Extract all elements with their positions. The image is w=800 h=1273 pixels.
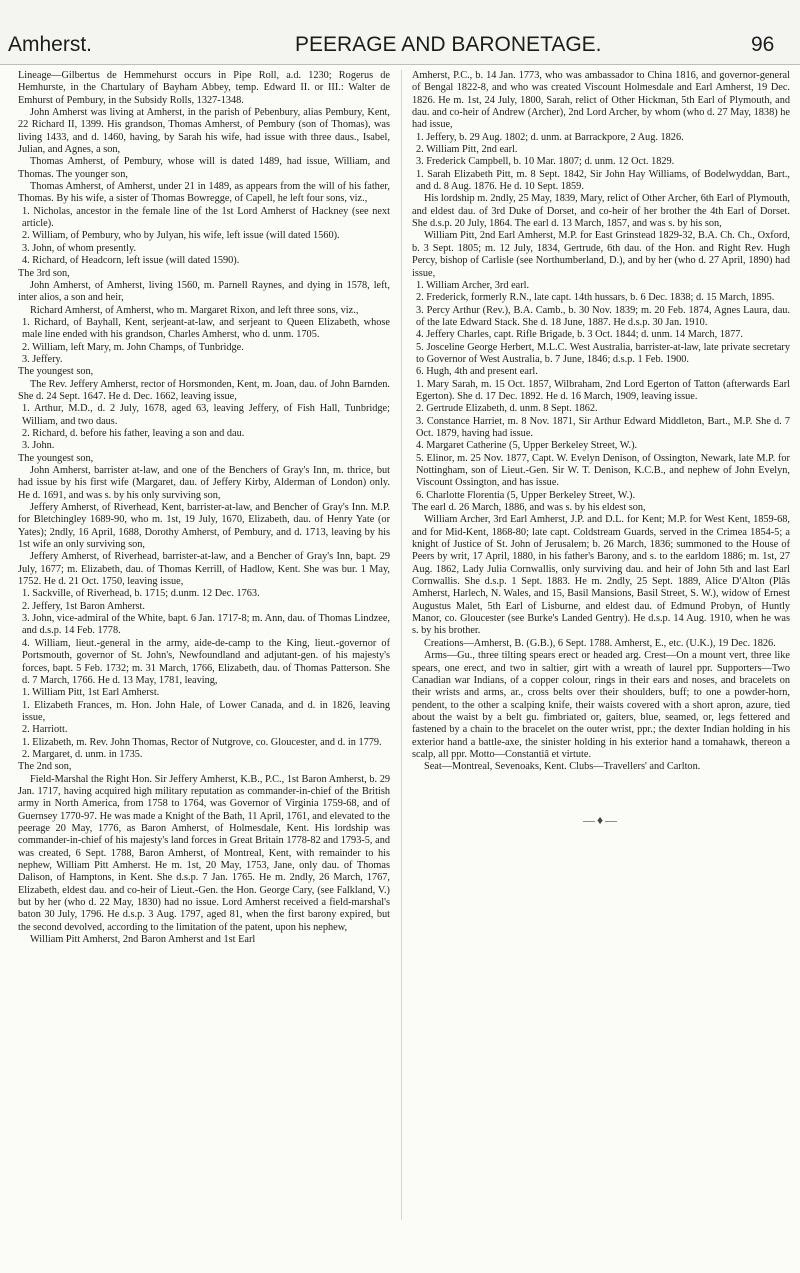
- paragraph: The 2nd son,: [18, 761, 72, 773]
- list-item: 2. William Pitt, 2nd earl.: [416, 144, 518, 156]
- list-item: 1. Sarah Elizabeth Pitt, m. 8 Sept. 1842, Sir John Hay Williams, of Bodelwyddan, Bart., and d. 8 Aug. 1876. He d. 10 Sept. 1859.: [416, 168, 790, 193]
- list-item: 2. Gertrude Elizabeth, d. unm. 8 Sept. 1862.: [416, 403, 598, 415]
- list-item: 3. Percy Arthur (Rev.), B.A. Camb., b. 30 Nov. 1839; m. 20 Feb. 1874, Agnes Laura, dau. of the late Edward Stack. She d. 18 June, 1887. He d.s.p. 30 Jan. 1910.: [416, 304, 790, 328]
- paragraph: Field-Marshal the Right Hon. Sir Jeffery Amherst, K.B., P.C., 1st Baron Amherst, b. 29 Jan. 1717, having acquired high military reputation as commander-in-chief of the British army in North America, from 1758 to 1764, was Governor of Virginia 1759-68, and of Guernsey 1770-97. He was made a Knight of the Bath, 11 April, 1761, and elevated to the peerage 20 May, 1776, as Baron Amherst, of Holmesdale, Kent. His lordship was commander-in-chief of his majesty's land forces in Great Britain 1778-82 and 1793-5, and was created, 6 Sept. 1788, Baron Amherst, of Montreal, Kent, with remainder to his nephew, William Pitt Amherst. He m. 1st, 20 May, 1753, Jane, only dau. of Thomas Dalison, of Hamptons, in Kent. She d.s.p. 7 Jan. 1765. He m. 2ndly, 26 March, 1767, Elizabeth, eldest dau. and co-heir of Lieut.-Gen. the Hon. George Cary, (see Falkland, V.) but by her (who d. 22 May, 1830) had no issue. Lord Amherst received a field-marshal's baton 30 July, 1796. He d.s.p. 3 Aug. 1797, aged 81, when the first barony expired, but the second devolved, according to the limitation of the patent, upon his nephew,: [18, 773, 390, 933]
- list-item: 1. Sackville, of Riverhead, b. 1715; d.unm. 12 Dec. 1763.: [22, 588, 260, 600]
- paragraph: His lordship m. 2ndly, 25 May, 1839, Mary, relict of Other Archer, 6th Earl of Plymouth, and eldest dau. of 3rd Duke of Dorset, and co-heir of her brother the 4th Earl of Dorset. She d.s.p. 20 July, 1864. The earl d. 13 March, 1857, and was s. by his son,: [412, 193, 790, 230]
- list-item: 5. Elinor, m. 25 Nov. 1877, Capt. W. Evelyn Denison, of Ossington, Newark, late M.P. for Nottingham, son of Lieut.-Gen. Sir W. T. Denison, K.C.B., and nephew of John Evelyn, Viscount Ossington, and has issue.: [416, 452, 790, 489]
- list-item: 3. John.: [22, 440, 55, 452]
- list-item: 6. Charlotte Florentia (5, Upper Berkeley Street, W.).: [416, 489, 636, 501]
- list-item: 4. Jeffery Charles, capt. Rifle Brigade, b. 3 Oct. 1844; d. unm. 14 March, 1877.: [416, 329, 743, 341]
- paragraph: The youngest son,: [18, 366, 94, 378]
- paragraph: Lineage—Gilbertus de Hemmehurst occurs in Pipe Roll, a.d. 1230; Rogerus de Hemhurste, in the Chartulary of Bayham Abbey, temp. Edward II. or III.: Walter de Emhurst of Pembury, in the Subsidy Rolls, 1327-1348.: [18, 70, 390, 106]
- paragraph: Richard Amherst, of Amherst, who m. Margaret Rixon, and left three sons, viz.,: [30, 304, 359, 316]
- list-item: 1. William Pitt, 1st Earl Amherst.: [22, 687, 160, 699]
- list-item: 3. John, vice-admiral of the White, bapt. 6 Jan. 1717-8; m. Ann, dau. of Thomas Lindzee, and d.s.p. 14 Feb. 1778.: [22, 613, 390, 637]
- list-item: 1. Richard, of Bayhall, Kent, serjeant-at-law, and serjeant to Queen Elizabeth, whose male line ended with his grandson, Charles Amherst, who d. unm. 1705.: [22, 316, 390, 341]
- list-item: 1. Elizabeth Frances, m. Hon. John Hale, of Lower Canada, and d. in 1826, leaving issue,: [22, 699, 390, 723]
- paragraph: John Amherst, barrister at-law, and one of the Benchers of Gray's Inn, m. thrice, but had issue by his first wife (Margaret, dau. of Jeffery Kirby, Alderman of London) only. He d. 1691, and was s. by his only surviving son,: [18, 465, 390, 501]
- paragraph: Amherst, P.C., b. 14 Jan. 1773, who was ambassador to China 1816, and governor-general of Bengal 1822-8, and who was created Viscount Holmesdale and Earl Amherst, 19 Dec. 1826. He m. 1st, 24 July, 1800, Sarah, relict of Other Hickman, 5th Earl of Plymouth, and dau. and co-heir of Andrew (Archer), 2nd Lord Archer, by whom (who d. 27 May, 1838) he had issue,: [412, 70, 790, 131]
- list-item: 2. Harriott.: [22, 724, 68, 736]
- paragraph: Seat—Montreal, Sevenoaks, Kent. Clubs—Travellers' and Carlton.: [424, 761, 701, 773]
- paragraph: Jeffery Amherst, of Riverhead, barrister-at-law, and a Bencher of Gray's Inn, bapt. 29 July, 1677; m. Elizabeth, dau. of Thomas Kerrill, of Hadlow, Kent. She was bur. 1 May, 1752. He d. 21 Oct. 1750, leaving issue,: [18, 551, 390, 588]
- list-item: 4. William, lieut.-general in the army, aide-de-camp to the King, lieut.-governor of Portsmouth, governor of St. John's, Newfoundland and adjutant-gen. of his majesty's forces, bapt. 5 Feb. 1732; m. 31 March, 1766, Elizabeth, dau. of Thomas Patterson. She d. 7 March, 1766. He d. 13 May, 1781, leaving,: [22, 637, 390, 686]
- list-item: 3. Jeffery.: [22, 353, 63, 365]
- list-item: 2. William, left Mary, m. John Champs, of Tunbridge.: [22, 341, 244, 353]
- paragraph: The 3rd son,: [18, 267, 70, 279]
- list-item: 6. Hugh, 4th and present earl.: [416, 366, 538, 378]
- list-item: 2. Frederick, formerly R.N., late capt. 14th hussars, b. 6 Dec. 1838; d. 15 March, 1895.: [416, 292, 775, 304]
- list-item: 1. Mary Sarah, m. 15 Oct. 1857, Wilbraham, 2nd Lord Egerton of Tatton (afterwards Earl Egerton). She d. 17 Dec. 1892. He d. 16 March, 1909, leaving issue.: [416, 378, 790, 402]
- page-number: 96: [751, 33, 775, 56]
- paragraph: Arms—Gu., three tilting spears erect or headed arg. Crest—On a mount vert, three like spears, one erect, and two in saltier, girt with a wreath of laurel ppr. Supporters—Two Canadian war Indians, of a copper colour, rings in their ears and noses, and bracelets on their wrists and arms, ar., cross belts over their shoulders, buff; to one a powder-horn, pendent, to the other a scalping knife, their waists covered with a short apron, azure, tied about the waist by a belt gu. fimbriated or, gaiters, blue, seamed, or, legs fettered and fastened by a chain to the bracelet on the outer wrist, ppr.; the dexter Indian holding in his exterior hand a battle-axe, the sinister holding in his exterior hand a tomahawk, thereon a scalp, all ppr. Motto—Constantiâ et virtute.: [412, 650, 790, 760]
- column-divider: [401, 70, 402, 1220]
- list-item: 1. Nicholas, ancestor in the female line of the 1st Lord Amherst of Hackney (see next article).: [22, 205, 390, 230]
- paragraph: Thomas Amherst, of Pembury, whose will is dated 1489, had issue, William, and Thomas. The younger son,: [18, 156, 390, 180]
- paragraph: John Amherst, of Amherst, living 1560, m. Parnell Raynes, and dying in 1578, left, inter alios, a son and heir,: [18, 279, 390, 304]
- paragraph: Creations—Amherst, B. (G.B.), 6 Sept. 1788. Amherst, E., etc. (U.K.), 19 Dec. 1826.: [424, 637, 776, 649]
- right-column: [412, 70, 790, 1266]
- list-item: 3. Constance Harriet, m. 8 Nov. 1871, Sir Arthur Edward Middleton, Bart., M.P. She d. 7 Oct. 1879, having had issue.: [416, 415, 790, 439]
- paragraph: Thomas Amherst, of Amherst, under 21 in 1489, as appears from the will of his father, Thomas. By his wife, a sister of Thomas Bowregge, of Capell, he left four sons, viz.,: [18, 181, 390, 205]
- paragraph: The Rev. Jeffery Amherst, rector of Horsmonden, Kent, m. Joan, dau. of John Barnden. She d. 24 Sept. 1647. He d. Dec. 1662, leaving issue,: [18, 378, 390, 402]
- paragraph: John Amherst was living at Amherst, in the parish of Pebenbury, alias Pembury, Kent, 22 Richard II, 1399. His grandson, Thomas Amherst, of Pembury (son of Thomas), was living 1433, and d. 1460, having, by Sarah his wife, had issue with three daus., Isabel, Julian, and Agnes, a son,: [18, 107, 390, 156]
- list-item: 1. Arthur, M.D., d. 2 July, 1678, aged 63, leaving Jeffery, of Fish Hall, Tunbridge; William, and two daus.: [22, 403, 390, 427]
- list-item: 3. Frederick Campbell, b. 10 Mar. 1807; d. unm. 12 Oct. 1829.: [416, 156, 675, 168]
- paragraph: The youngest son,: [18, 452, 94, 464]
- list-item: 2. Richard, d. before his father, leaving a son and dau.: [22, 427, 245, 439]
- left-column: [18, 70, 390, 1266]
- paragraph: Jeffery Amherst, of Riverhead, Kent, barrister-at-law, and Bencher of Gray's Inn. M.P. for Bletchingley 1689-90, who m. 1st, 19 July, 1670, Elizabeth, dau. of Henry Yate (or Yates); 2ndly, 16 April, 1688, Dorothy Amherst, of Pembury, and d. 1713, leaving by his 1st wife an only surviving son,: [18, 502, 390, 551]
- header-center-title: PEERAGE AND BARONETAGE.: [295, 33, 602, 56]
- header-left-title: Amherst.: [8, 33, 93, 56]
- list-item: 2. William, of Pembury, who by Julyan, his wife, left issue (will dated 1560).: [22, 230, 340, 242]
- list-item: 1. Jeffery, b. 29 Aug. 1802; d. unm. at Barrackpore, 2 Aug. 1826.: [416, 131, 684, 143]
- list-item: 4. Richard, of Headcorn, left issue (will dated 1590).: [22, 255, 240, 267]
- list-item: 3. John, of whom presently.: [22, 242, 137, 254]
- list-item: 2. Margaret, d. unm. in 1735.: [22, 748, 143, 760]
- page-header: [0, 0, 800, 65]
- paragraph: William Archer, 3rd Earl Amherst, J.P. and D.L. for Kent; M.P. for West Kent, 1859-68, and for Mid-Kent, 1868-80; late capt. Coldstream Guards, served in the Crimea 1854-5; a knight of Justice of St. John of Jerusalem; b. 26 March, 1836; summoned to the House of Peers by writ, 17 April, 1880, in his father's Barony, and s. to the earldom 1886; m. 1st, 27 Aug. 1862, Lady Julia Cornwallis, only surviving dau. and heir of John 5th and last Earl Cornwallis. She d.s.p. 1 Sept. 1883. He m. 2ndly, 25 Sept. 1889, Alice D'Alton (Plâs Amherst, Harlech, N. Wales, and 15, Basil Mansions, Basil Street, S. W.), widow of Ernest Augustus Malet, 5th Earl of Lisburne, and eldest dau. of Edmund Probyn, of Huntly Manor, co. Gloucester (see Burke's Landed Gentry). He d.s.p. 14 Aug. 1910, when he was s. by his brother.: [412, 514, 790, 637]
- list-item: 1. William Archer, 3rd earl.: [416, 279, 530, 291]
- section-separator: —♦—: [582, 812, 620, 827]
- list-item: 2. Jeffery, 1st Baron Amherst.: [22, 600, 145, 612]
- list-item: 4. Margaret Catherine (5, Upper Berkeley Street, W.).: [416, 440, 638, 452]
- list-item: 5. Josceline George Herbert, M.L.C. West Australia, barrister-at-law, late private secretary to Governor of West Australia, b. 7 June, 1846; d.s.p. 1 Feb. 1900.: [416, 341, 790, 365]
- list-item: 1. Elizabeth, m. Rev. John Thomas, Rector of Nutgrove, co. Gloucester, and d. in 1779.: [22, 736, 382, 748]
- paragraph: The earl d. 26 March, 1886, and was s. by his eldest son,: [412, 502, 646, 514]
- paragraph: William Pitt Amherst, 2nd Baron Amherst and 1st Earl: [30, 934, 256, 946]
- paragraph: William Pitt, 2nd Earl Amherst, M.P. for East Grinstead 1829-32, B.A. Ch. Ch., Oxford, b. 3 Sept. 1805; m. 12 July, 1834, Gertrude, 6th dau. of the Hon. and Right Rev. Hugh Percy, bishop of Carlisle (see Northumberland, D.), and by her (who d. 27 April, 1890) had issue,: [412, 230, 790, 279]
